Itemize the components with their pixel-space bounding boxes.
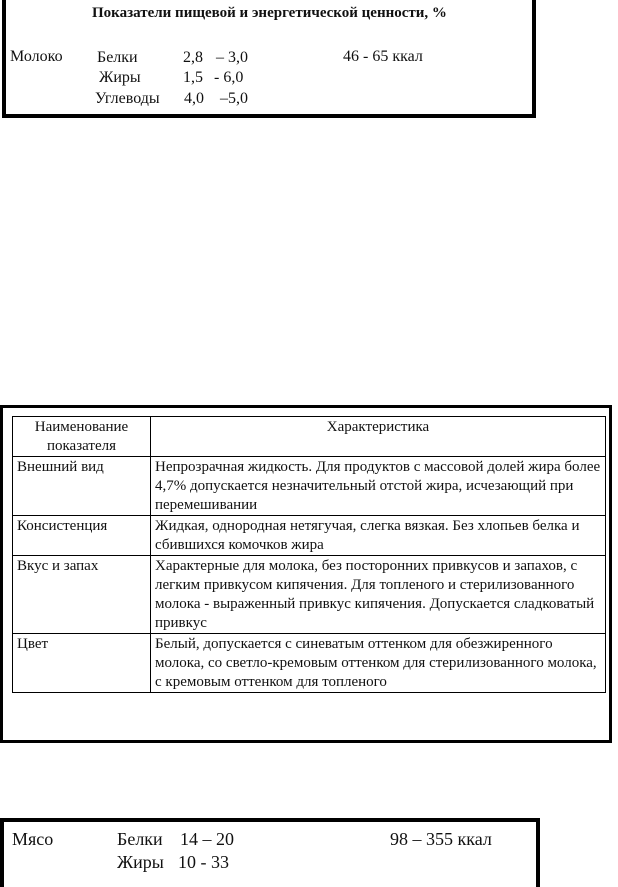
milk-fat-min: 1,5: [183, 69, 203, 86]
meat-product-label: Мясо: [12, 829, 54, 849]
indicator-characteristic: Характерные для молока, без посторонних привкусов и запахов, с легким привкусом кипячения. Для топленого и стерилизованного молока - выраженный привкус кипячения. Допускается сладковатый привкус: [151, 556, 606, 634]
milk-carbs-min: 4,0: [184, 90, 204, 107]
table-header-row: [13, 417, 606, 457]
indicator-name: Вкус и запах: [13, 556, 151, 634]
milk-product-label: Молоко: [10, 48, 63, 65]
milk-fat-label: Жиры: [99, 69, 141, 86]
header-characteristic: Характеристика: [151, 417, 606, 457]
meat-energy-value: 98 – 355 ккал: [390, 829, 492, 849]
table-row: [13, 457, 606, 516]
meat-protein-range: 14 – 20: [180, 829, 234, 849]
meat-fat-label: Жиры: [117, 852, 164, 872]
milk-protein-min: 2,8: [183, 49, 203, 66]
table-row: [13, 516, 606, 556]
indicator-name: Консистенция: [13, 516, 151, 556]
characteristics-table: [12, 416, 606, 693]
meat-fat-range: 10 - 33: [178, 852, 229, 872]
milk-carbs-label: Углеводы: [95, 90, 160, 107]
indicator-characteristic: Белый, допускается с синеватым оттенком для обезжиренного молока, со светло-кремовым оттенком для стерилизованного молока, с кремовым оттенком для топленого: [151, 634, 606, 693]
characteristics-frame: [0, 405, 612, 743]
nutrition-title: Показатели пищевой и энергетической ценности, %: [92, 5, 447, 21]
milk-protein-label: Белки: [97, 49, 138, 66]
header-indicator-name: Наименование показателя: [13, 417, 151, 457]
milk-fat-max: - 6,0: [214, 69, 244, 86]
milk-carbs-max: –5,0: [220, 90, 248, 107]
milk-energy-value: 46 - 65 ккал: [343, 48, 423, 65]
indicator-characteristic: Жидкая, однородная нетягучая, слегка вязкая. Без хлопьев белка и сбившихся комочков жира: [151, 516, 606, 556]
table-row: [13, 634, 606, 693]
indicator-characteristic: Непрозрачная жидкость. Для продуктов с массовой долей жира более 4,7% допускается незначительный отстой жира, исчезающий при перемешивании: [151, 457, 606, 516]
milk-protein-max: – 3,0: [216, 49, 248, 66]
indicator-name: Внешний вид: [13, 457, 151, 516]
indicator-name: Цвет: [13, 634, 151, 693]
meat-protein-label: Белки: [117, 829, 163, 849]
table-row: [13, 556, 606, 634]
